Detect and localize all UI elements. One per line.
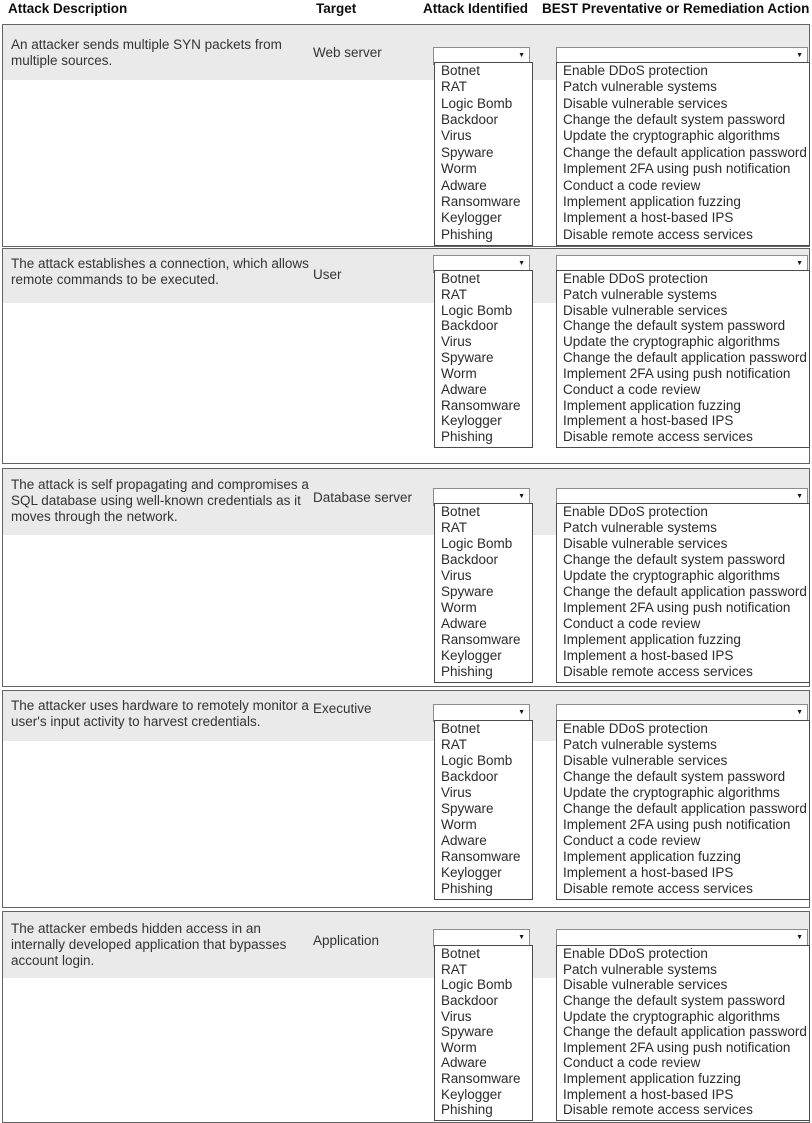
remediation-options-option[interactable]: Implement application fuzzing: [563, 193, 741, 209]
remediation-options-option[interactable]: Change the default application password: [563, 801, 807, 816]
attack-description-text: The attack is self propagating and compromises a SQL database using well-known credentials as it moves through the network.: [11, 477, 309, 524]
remediation-options-option[interactable]: Disable remote access services: [563, 664, 753, 679]
attack-description-text: The attacker uses hardware to remotely monitor a user's input activity to harvest credentials.: [11, 698, 309, 729]
attack-options-option[interactable]: Worm: [441, 817, 477, 832]
attack-options-option[interactable]: Virus: [441, 128, 472, 144]
attack-options-option[interactable]: Virus: [441, 1008, 472, 1024]
dropdown-arrow-icon: ▼: [796, 709, 803, 716]
column-header-attack-description: Attack Description: [8, 1, 128, 16]
attack-options-listbox: [434, 720, 533, 900]
remediation-options-option[interactable]: Patch vulnerable systems: [563, 737, 717, 752]
attack-options-option[interactable]: Botnet: [441, 63, 481, 78]
attack-options-option[interactable]: Worm: [441, 1039, 477, 1055]
remediation-options-option[interactable]: Change the default application password: [563, 584, 807, 599]
attack-options-option[interactable]: Backdoor: [441, 769, 499, 784]
remediation-options-option[interactable]: Enable DDoS protection: [563, 504, 708, 519]
remediation-options-option[interactable]: Implement 2FA using push notification: [563, 365, 791, 381]
attack-options-option[interactable]: Keylogger: [441, 210, 502, 226]
remediation-options-option[interactable]: Implement application fuzzing: [563, 397, 741, 413]
remediation-options-option[interactable]: Implement 2FA using push notification: [563, 817, 791, 832]
remediation-options-option[interactable]: Implement a host-based IPS: [563, 1086, 734, 1102]
attack-options-option[interactable]: Backdoor: [441, 552, 499, 567]
table-row: [2, 248, 810, 464]
remediation-options-option[interactable]: Update the cryptographic algorithms: [563, 1008, 780, 1024]
attack-options-option[interactable]: Logic Bomb: [441, 977, 513, 993]
remediation-options-option[interactable]: Patch vulnerable systems: [563, 79, 717, 95]
dropdown-arrow-icon: ▼: [518, 260, 525, 267]
dropdown-arrow-icon: ▼: [796, 52, 803, 59]
remediation-options-option[interactable]: Change the default system password: [563, 112, 786, 128]
remediation-options-option[interactable]: Update the cryptographic algorithms: [563, 334, 780, 350]
attack-options-option[interactable]: Phishing: [441, 881, 493, 896]
table-row: [2, 24, 810, 247]
remediation-options-option[interactable]: Conduct a code review: [563, 616, 701, 631]
attack-options-option[interactable]: Phishing: [441, 429, 493, 445]
remediation-options-option[interactable]: Implement application fuzzing: [563, 849, 741, 864]
dropdown-arrow-icon: ▼: [796, 934, 803, 941]
dropdown-arrow-icon: ▼: [796, 260, 803, 267]
remediation-options-option[interactable]: Change the default system password: [563, 318, 786, 334]
dropdown-arrow-icon: ▼: [518, 934, 525, 941]
column-header-attack-identified: Attack Identified: [423, 1, 529, 16]
attack-options-option[interactable]: Adware: [441, 177, 487, 193]
target-label: Application: [313, 933, 380, 948]
attack-options-option[interactable]: RAT: [441, 286, 467, 302]
remediation-options-option[interactable]: Change the default application password: [563, 1024, 807, 1040]
remediation-options-option[interactable]: Disable vulnerable services: [563, 302, 728, 318]
attack-options-option[interactable]: Spyware: [441, 1024, 494, 1040]
attack-options-option[interactable]: Worm: [441, 365, 477, 381]
dropdown-arrow-icon: ▼: [796, 493, 803, 500]
remediation-options-option[interactable]: Implement a host-based IPS: [563, 413, 734, 429]
remediation-options-option[interactable]: Enable DDoS protection: [563, 721, 708, 736]
attack-options-option[interactable]: Spyware: [441, 144, 494, 160]
column-header-target: Target: [316, 1, 357, 16]
attack-options-option[interactable]: Keylogger: [441, 648, 502, 663]
remediation-options-option[interactable]: Implement application fuzzing: [563, 1071, 741, 1087]
remediation-options-option[interactable]: Change the default system password: [563, 552, 786, 567]
dropdown-arrow-icon: ▼: [518, 52, 525, 59]
attack-options-option[interactable]: Phishing: [441, 226, 493, 242]
remediation-options-option[interactable]: Disable vulnerable services: [563, 977, 728, 993]
remediation-options-option[interactable]: Implement a host-based IPS: [563, 865, 734, 880]
table-row: [2, 690, 810, 908]
attack-options-option[interactable]: Ransomware: [441, 397, 521, 413]
remediation-options-listbox: [556, 62, 810, 246]
attack-options-option[interactable]: Backdoor: [441, 318, 499, 334]
attack-options-option[interactable]: Virus: [441, 568, 472, 583]
remediation-options-option[interactable]: Implement 2FA using push notification: [563, 1039, 791, 1055]
remediation-options-option[interactable]: Implement application fuzzing: [563, 632, 741, 647]
attack-options-option[interactable]: Spyware: [441, 584, 494, 599]
attack-options-option[interactable]: Spyware: [441, 801, 494, 816]
target-label: Database server: [313, 490, 413, 505]
attack-options-option[interactable]: Phishing: [441, 664, 493, 679]
attack-options-option[interactable]: Botnet: [441, 946, 481, 961]
remediation-options-option[interactable]: Disable vulnerable services: [563, 753, 728, 768]
remediation-options-option[interactable]: Disable remote access services: [563, 429, 753, 445]
attack-description-text: The attack establishes a connection, which allows remote commands to be executed.: [11, 256, 309, 287]
attack-options-option[interactable]: Adware: [441, 381, 487, 397]
remediation-options-option[interactable]: Patch vulnerable systems: [563, 961, 717, 977]
table-row: [2, 468, 810, 687]
attack-options-option[interactable]: Adware: [441, 1055, 487, 1071]
attack-options-listbox: [434, 503, 533, 683]
attack-options-option[interactable]: Keylogger: [441, 865, 502, 880]
attack-options-option[interactable]: Logic Bomb: [441, 302, 513, 318]
remediation-options-listbox: [556, 945, 810, 1121]
remediation-options-option[interactable]: Conduct a code review: [563, 1055, 701, 1071]
column-header-best-action: BEST Preventative or Remediation Action: [542, 1, 810, 16]
remediation-options-option[interactable]: Disable vulnerable services: [563, 95, 728, 111]
remediation-options-option[interactable]: Conduct a code review: [563, 381, 701, 397]
remediation-options-option[interactable]: Enable DDoS protection: [563, 63, 708, 78]
dropdown-arrow-icon: ▼: [518, 493, 525, 500]
remediation-options-option[interactable]: Implement 2FA using push notification: [563, 161, 791, 177]
remediation-options-option[interactable]: Change the default application password: [563, 350, 807, 366]
remediation-options-listbox: [556, 503, 810, 683]
remediation-options-option[interactable]: Enable DDoS protection: [563, 946, 708, 961]
attack-options-option[interactable]: Keylogger: [441, 413, 502, 429]
attack-options-option[interactable]: Botnet: [441, 504, 481, 519]
dropdown-arrow-icon: ▼: [518, 709, 525, 716]
remediation-options-option[interactable]: Implement 2FA using push notification: [563, 600, 791, 615]
attack-options-option[interactable]: Logic Bomb: [441, 753, 513, 768]
attack-options-option[interactable]: Botnet: [441, 271, 481, 286]
remediation-options-option[interactable]: Update the cryptographic algorithms: [563, 568, 780, 583]
attack-options-option[interactable]: Ransomware: [441, 1071, 521, 1087]
remediation-options-option[interactable]: Disable remote access services: [563, 226, 753, 242]
attack-options-option[interactable]: Ransomware: [441, 193, 521, 209]
attack-options-listbox: [434, 270, 533, 448]
table-header: [0, 0, 812, 24]
attack-options-listbox: [434, 62, 533, 246]
remediation-options-option[interactable]: Change the default system password: [563, 992, 786, 1008]
attack-options-option[interactable]: Keylogger: [441, 1086, 502, 1102]
attack-options-option[interactable]: Worm: [441, 600, 477, 615]
attack-options-option[interactable]: Phishing: [441, 1102, 493, 1118]
attack-options-option[interactable]: Spyware: [441, 350, 494, 366]
remediation-options-option[interactable]: Patch vulnerable systems: [563, 520, 717, 535]
attack-description-text: The attacker embeds hidden access in an internally developed application that bypasses account login.: [11, 921, 287, 968]
remediation-options-option[interactable]: Implement a host-based IPS: [563, 648, 734, 663]
attack-options-option[interactable]: Virus: [441, 334, 472, 350]
remediation-options-option[interactable]: Disable remote access services: [563, 1102, 753, 1118]
attack-options-option[interactable]: Logic Bomb: [441, 95, 513, 111]
remediation-options-option[interactable]: Change the default application password: [563, 144, 807, 160]
target-label: User: [313, 267, 342, 282]
attack-options-option[interactable]: Logic Bomb: [441, 536, 513, 551]
attack-options-option[interactable]: RAT: [441, 961, 467, 977]
remediation-options-option[interactable]: Disable remote access services: [563, 881, 753, 896]
target-label: Executive: [313, 701, 372, 716]
remediation-options-option[interactable]: Patch vulnerable systems: [563, 286, 717, 302]
attack-options-option[interactable]: Adware: [441, 616, 487, 631]
table-row: [2, 911, 810, 1123]
remediation-options-option[interactable]: Conduct a code review: [563, 833, 701, 848]
remediation-options-listbox: [556, 270, 810, 448]
remediation-options-option[interactable]: Change the default system password: [563, 769, 786, 784]
remediation-options-option[interactable]: Enable DDoS protection: [563, 271, 708, 286]
attack-options-option[interactable]: Adware: [441, 833, 487, 848]
attack-options-option[interactable]: RAT: [441, 520, 467, 535]
attack-description-text: An attacker sends multiple SYN packets from multiple sources.: [11, 37, 282, 68]
attack-options-listbox: [434, 945, 533, 1121]
attack-options-option[interactable]: Botnet: [441, 721, 481, 736]
remediation-options-option[interactable]: Implement a host-based IPS: [563, 210, 734, 226]
attack-options-option[interactable]: Virus: [441, 785, 472, 800]
attack-options-option[interactable]: Worm: [441, 161, 477, 177]
remediation-options-option[interactable]: Conduct a code review: [563, 177, 701, 193]
remediation-options-option[interactable]: Disable vulnerable services: [563, 536, 728, 551]
attack-options-option[interactable]: Ransomware: [441, 632, 521, 647]
remediation-options-option[interactable]: Update the cryptographic algorithms: [563, 128, 780, 144]
attack-options-option[interactable]: RAT: [441, 79, 467, 95]
remediation-options-listbox: [556, 720, 810, 900]
remediation-options-option[interactable]: Update the cryptographic algorithms: [563, 785, 780, 800]
attack-options-option[interactable]: RAT: [441, 737, 467, 752]
attack-options-option[interactable]: Ransomware: [441, 849, 521, 864]
target-label: Web server: [313, 45, 382, 60]
attack-options-option[interactable]: Backdoor: [441, 992, 499, 1008]
attack-options-option[interactable]: Backdoor: [441, 112, 499, 128]
